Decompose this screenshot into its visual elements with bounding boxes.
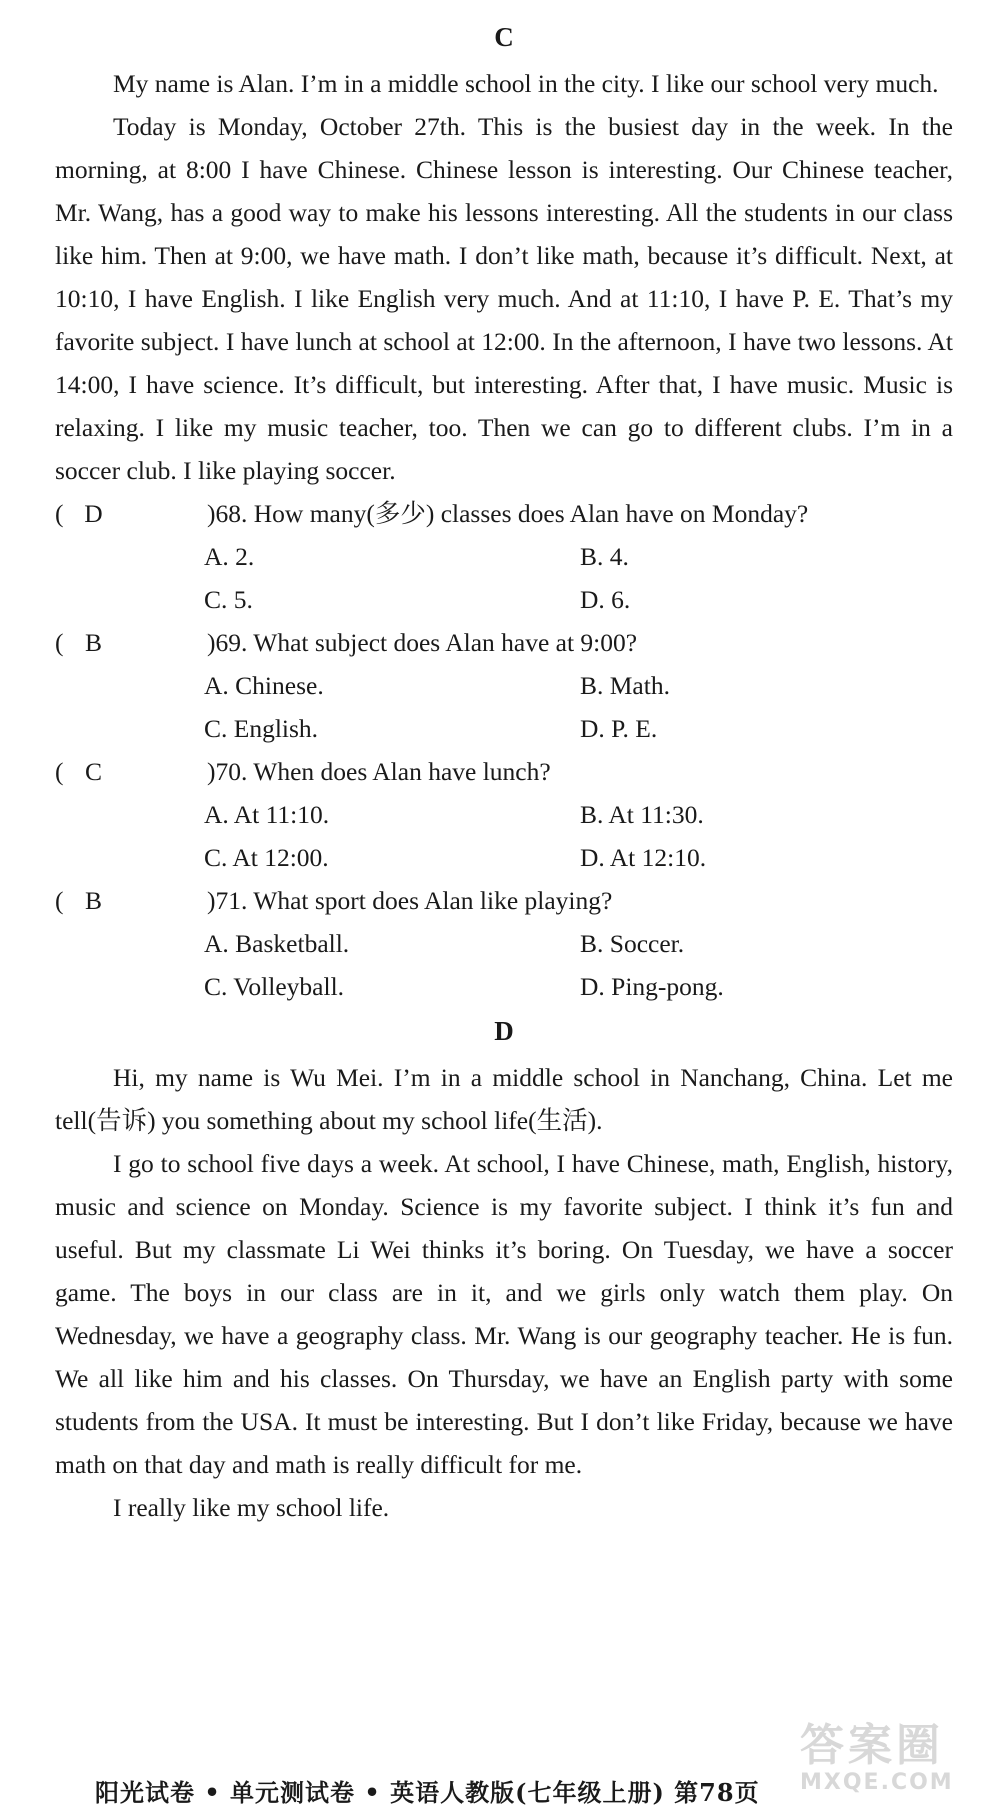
answer-letter: B	[84, 628, 102, 657]
option: D. Ping-pong.	[580, 972, 724, 1001]
option: D. P. E.	[580, 714, 658, 743]
option: B. At 11:30.	[580, 800, 704, 829]
answer-bracket: ( C	[55, 750, 207, 793]
section-c-paragraph-2: Today is Monday, October 27th. This is the busiest day in the week. In the morning, at 8:00 I have Chinese. Chinese lesson is interesting. Our Chinese teacher, Mr. Wang, has a good way to make his lessons interesting. All the students in our class like him. Then at 9:00, we have math. I don’t like math, because it’s difficult. Next, at 10:10, I have English. I like English very much. And at 11:10, I have P. E. That’s my favorite subject. I have lunch at school at 12:00. In the afternoon, I have two lessons. At 14:00, I have science. It’s difficult, but interesting. After that, I have music. Music is relaxing. I like my music teacher, too. Then we can go to different clubs. I’m in a soccer club. I like playing soccer.	[55, 112, 953, 485]
question-68	[55, 492, 953, 621]
option: A. At 11:10.	[204, 800, 330, 829]
answer-bracket: ( B	[55, 879, 207, 922]
option: C. 5.	[204, 585, 253, 614]
page-content	[55, 0, 953, 1529]
section-d-paragraph-1: Hi, my name is Wu Mei. I’m in a middle school in Nanchang, China. Let me tell(告诉) you something about my school life(生活).	[55, 1063, 953, 1135]
option: C. Volleyball.	[204, 972, 345, 1001]
section-d-paragraph-3: I really like my school life.	[113, 1493, 390, 1522]
answer-bracket: ( B	[55, 621, 207, 664]
section-d-title: D	[494, 1016, 514, 1046]
watermark-logo	[800, 1722, 990, 1802]
section-c-title: C	[494, 22, 514, 52]
options-71	[204, 922, 953, 1008]
section-c-paragraph-1: My name is Alan. I’m in a middle school in the city. I like our school very much.	[113, 69, 939, 98]
question-text: )70. When does Alan have lunch?	[207, 757, 551, 786]
option: B. Soccer.	[580, 929, 685, 958]
option: B. 4.	[580, 542, 629, 571]
question-69	[55, 621, 953, 750]
option: A. 2.	[204, 542, 255, 571]
section-d-paragraph-2: I go to school five days a week. At school, I have Chinese, math, English, history, music and science on Monday. Science is my favorite subject. I think it’s fun and useful. But my classmate Li Wei thinks it’s boring. On Tuesday, we have a soccer game. The boys in our class are in it, and we girls only watch them play. On Wednesday, we have a geography class. Mr. Wang is our geography teacher. He is fun. We all like him and his classes. On Thursday, we have an English party with some students from the USA. It must be interesting. But I don’t like Friday, because we have math on that day and math is really difficult for me.	[55, 1149, 953, 1479]
options-69	[204, 664, 953, 750]
option: B. Math.	[580, 671, 670, 700]
options-70	[204, 793, 953, 879]
question-70	[55, 750, 953, 879]
question-71	[55, 879, 953, 1008]
answer-bracket: ( D	[55, 492, 207, 535]
option: A. Basketball.	[204, 929, 350, 958]
options-68	[204, 535, 953, 621]
answer-letter: B	[84, 886, 102, 915]
option: C. At 12:00.	[204, 843, 329, 872]
question-text: )68. How many(多少) classes does Alan have on Monday?	[207, 499, 809, 528]
page-footer: 阳光试卷 • 单元测试卷 • 英语人教版(七年级上册) 第78页	[95, 1778, 760, 1807]
answer-letter: C	[84, 757, 102, 786]
option: D. 6.	[580, 585, 631, 614]
question-text: )71. What sport does Alan like playing?	[207, 886, 613, 915]
option: D. At 12:10.	[580, 843, 707, 872]
option: A. Chinese.	[204, 671, 324, 700]
option: C. English.	[204, 714, 319, 743]
watermark-line-1: 答案圈	[800, 1720, 944, 1771]
question-text: )69. What subject does Alan have at 9:00?	[207, 628, 638, 657]
watermark-line-2: MXQE.COM	[800, 1770, 954, 1795]
answer-letter: D	[84, 499, 103, 528]
